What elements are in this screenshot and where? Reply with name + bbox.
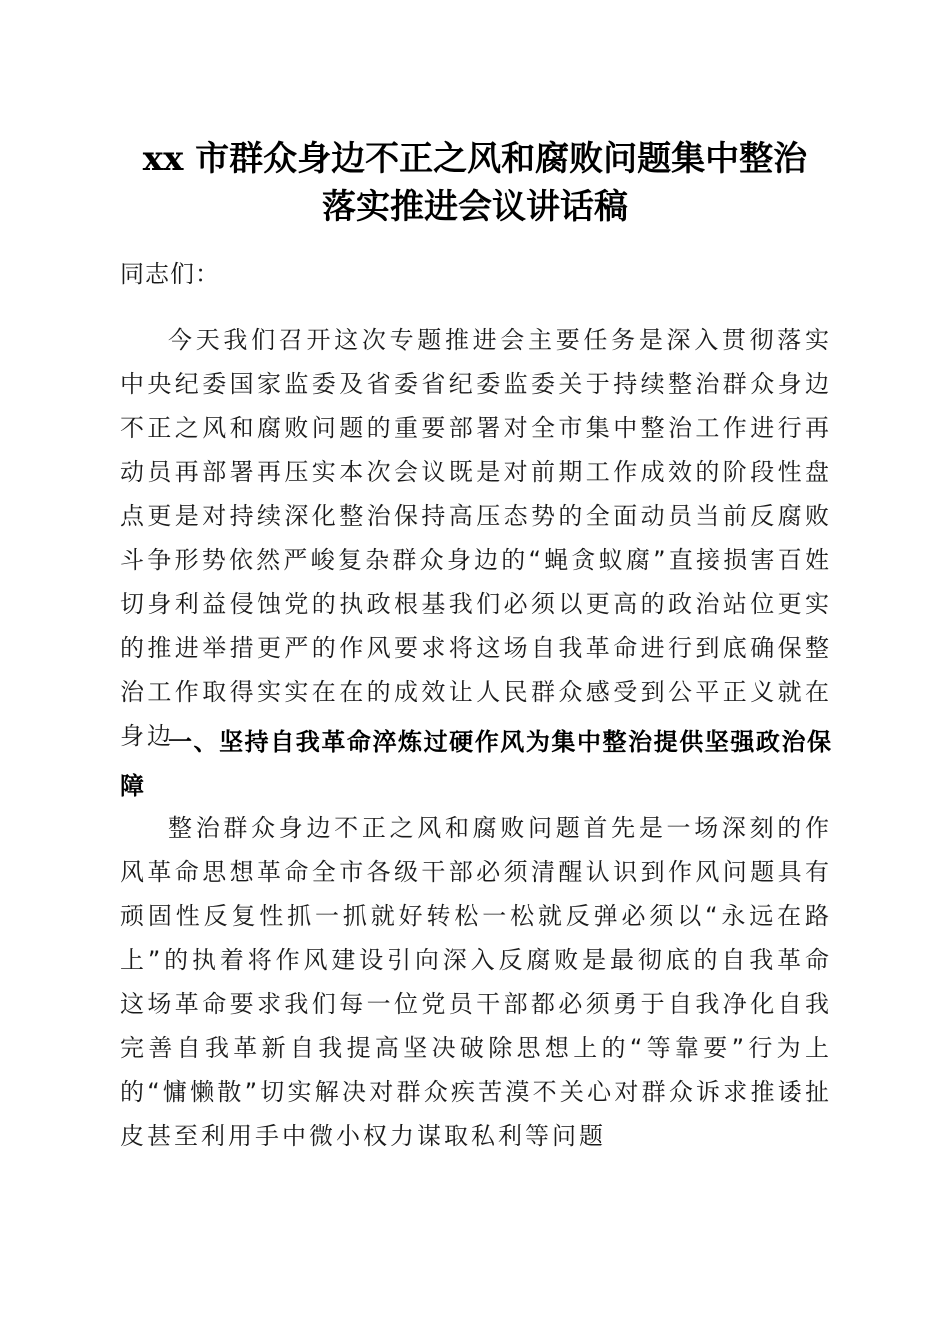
paragraph-section-1: 整治群众身边不正之风和腐败问题首先是一场深刻的作风革命思想革命全市各级干部必须清醒认识到作风问题具有顽固性反复性抓一抓就好转松一松就反弹必须以“永远在路上”的执着将作风建设引向深入反腐败是最彻底的自我革命这场革命要求我们每一位党员干部都必须勇于自我净化自我完善自我革新自我提高坚决破除思想上的“等靠要”行为上的“慵懒散”切实解决对群众疾苦漠不关心对群众诉求推诿扯皮甚至利用手中微小权力谋取私利等问题 <box>120 814 832 1150</box>
paragraph-intro: 今天我们召开这次专题推进会主要任务是深入贯彻落实中央纪委国家监委及省委省纪委监委关于持续整治群众身边不正之风和腐败问题的重要部署对全市集中整治工作进行再动员再部署再压实本次会议既是对前期工作成效的阶段性盘点更是对持续深化整治保持高压态势的全面动员当前反腐败斗争形势依然严峻复杂群众身边的“蝇贪蚁腐”直接损害百姓切身利益侵蚀党的执政根基我们必须以更高的政治站位更实的推进举措更严的作风要求将这场自我革命进行到底确保整治工作取得实实在在的成效让人民群众感受到公平正义就在身边 <box>120 326 832 750</box>
greeting: 同志们： <box>120 260 220 288</box>
document-title-line-2: 落实推进会议讲话稿 <box>322 187 628 227</box>
section-heading-1: 一、坚持自我革命淬炼过硬作风为集中整治提供坚强政治保障 <box>120 728 832 800</box>
document-title-line-1: xx 市群众身边不正之风和腐败问题集中整治 <box>142 139 808 179</box>
